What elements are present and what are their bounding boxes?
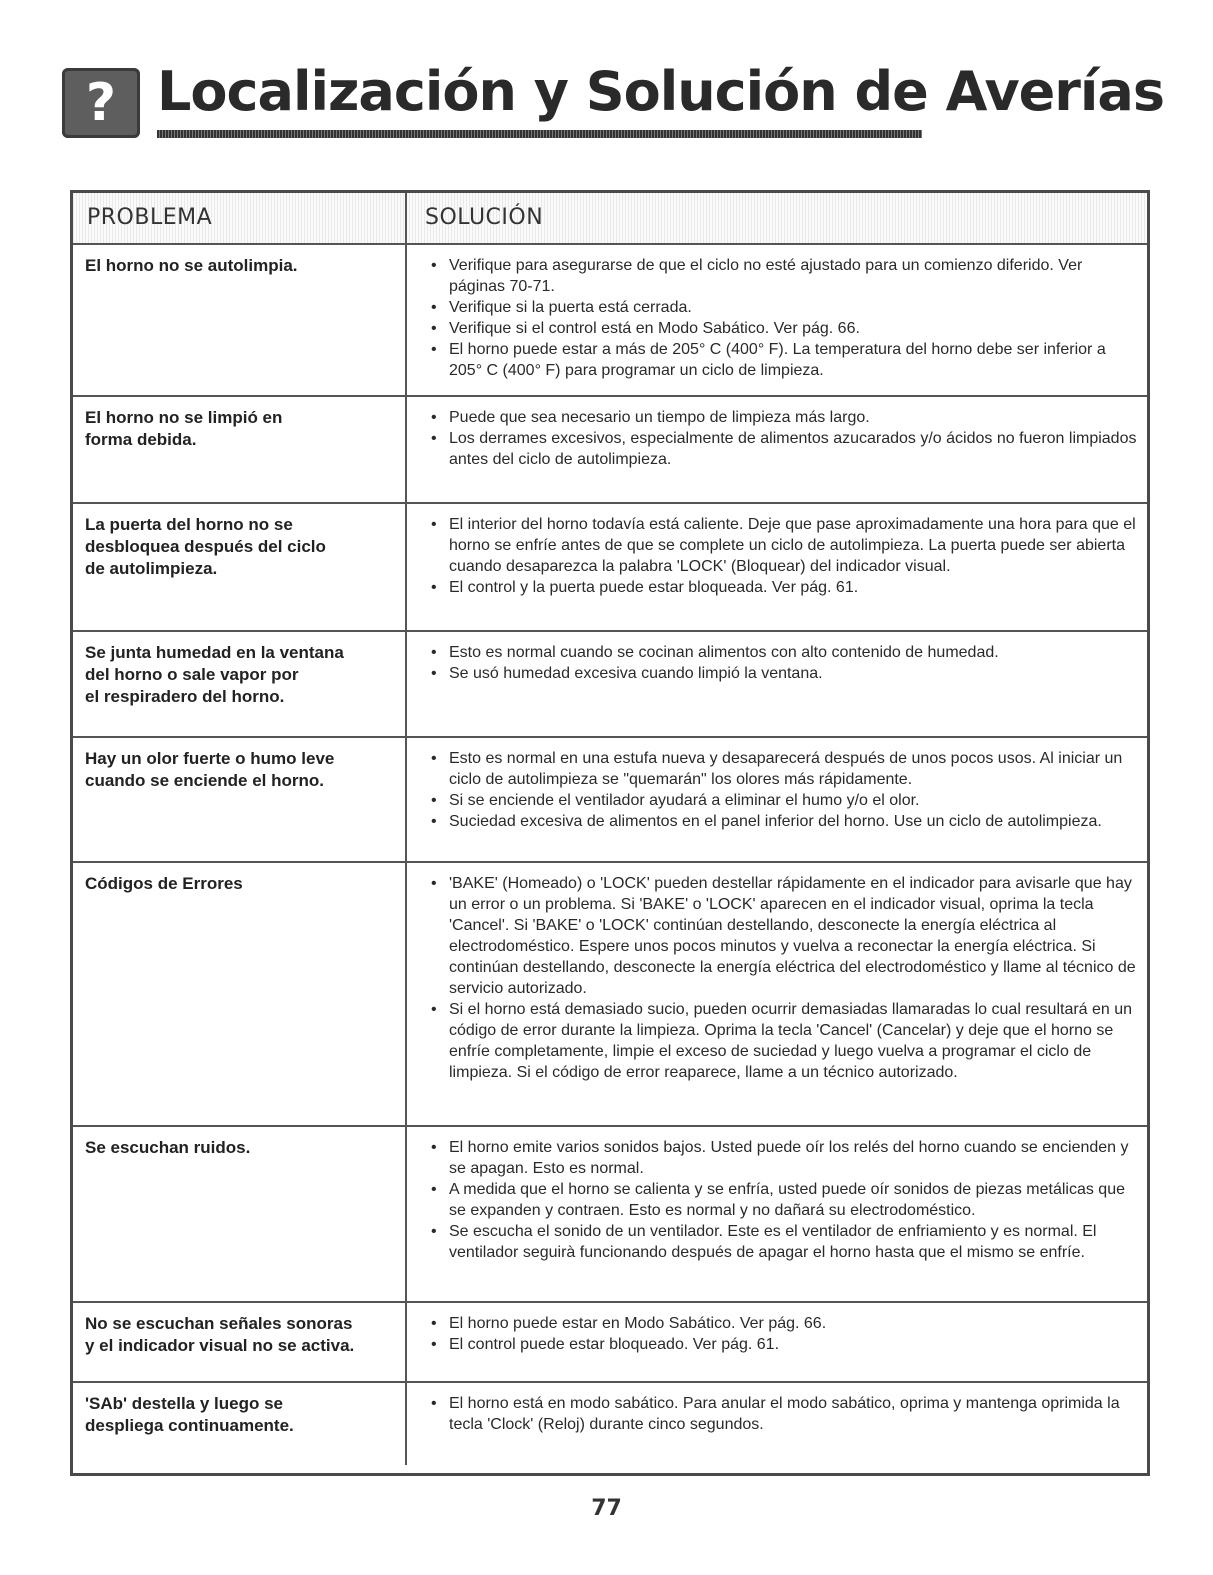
- table-row: [73, 245, 1147, 397]
- problem-cell: No se escuchan señales sonoras y el indicador visual no se activa.: [73, 1303, 407, 1381]
- problem-cell: El horno no se autolimpia.: [73, 245, 407, 395]
- solution-item: • A medida que el horno se calienta y se enfría, usted puede oír sonidos de piezas metálicas que se expanden y contraen. Esto es normal y no dañará su electrodoméstico.: [429, 1179, 1137, 1221]
- table-row: [73, 397, 1147, 504]
- table-row: [73, 504, 1147, 632]
- solution-item: • Verifique para asegurarse de que el ciclo no esté ajustado para un comienzo diferido. Ver páginas 70-71.: [429, 255, 1137, 297]
- question-mark-icon: ?: [62, 68, 140, 138]
- solution-cell: [407, 632, 1147, 736]
- solution-cell: [407, 1383, 1147, 1465]
- table-row: [73, 863, 1147, 1127]
- solution-item: • El control puede estar bloqueado. Ver pág. 61.: [429, 1334, 1137, 1355]
- solution-item: • Verifique si la puerta está cerrada.: [429, 297, 1137, 318]
- solution-item: • Se escucha el sonido de un ventilador. Este es el ventilador de enfriamiento y es normal. El ventilador seguirà funcionando después de apagar el horno hasta que el mismo se enfríe.: [429, 1221, 1137, 1263]
- solution-cell: [407, 245, 1147, 395]
- solution-item: • 'BAKE' (Homeado) o 'LOCK' pueden destellar rápidamente en el indicador para avisarle que hay un error o un problema. Si 'BAKE' o 'LOCK' aparecen en el indicador visual, oprima la tecla 'Cancel'. Si 'BAKE' o 'LOCK' continúan destellando, desconecte la energía eléctrica al electrodoméstico. Espere unos pocos minutos y vuelva a reconectar la energía eléctrica. Si continúan destellando, desconecte la energía eléctrica del electrodoméstico y llame al técnico de servicio autorizado.: [429, 873, 1137, 999]
- solution-cell: [407, 504, 1147, 630]
- problem-cell: La puerta del horno no se desbloquea después del ciclo de autolimpieza.: [73, 504, 407, 630]
- column-header-solution: SOLUCIÓN: [425, 205, 544, 230]
- problem-cell: Se escuchan ruidos.: [73, 1127, 407, 1301]
- problem-cell: El horno no se limpió en forma debida.: [73, 397, 407, 502]
- table-row: [73, 632, 1147, 738]
- solution-item: • Si el horno está demasiado sucio, pueden ocurrir demasiadas llamaradas lo cual resultará en un código de error durante la limpieza. Oprima la tecla 'Cancel' (Cancelar) y deje que el horno se enfríe completamente, limpie el exceso de suciedad y luego vuelva a programar el ciclo de limpieza. Si el código de error reaparece, llame a un técnico autorizado.: [429, 999, 1137, 1083]
- solution-cell: [407, 1127, 1147, 1301]
- page-header: [62, 60, 1165, 150]
- solution-item: • Si se enciende el ventilador ayudará a eliminar el humo y/o el olor.: [429, 790, 1137, 811]
- solution-cell: [407, 1303, 1147, 1381]
- solution-item: • Suciedad excesiva de alimentos en el panel inferior del horno. Use un ciclo de autolimpieza.: [429, 811, 1137, 832]
- solution-cell: [407, 738, 1147, 861]
- solution-item: • El horno está en modo sabático. Para anular el modo sabático, oprima y mantenga oprimida la tecla 'Clock' (Reloj) durante cinco segundos.: [429, 1393, 1137, 1435]
- solution-item: • Verifique si el control está en Modo Sabático. Ver pág. 66.: [429, 318, 1137, 339]
- solution-cell: [407, 397, 1147, 502]
- page-title: Localización y Solución de Averías: [157, 60, 1165, 123]
- problem-cell: 'SAb' destella y luego se despliega continuamente.: [73, 1383, 407, 1465]
- solution-item: • Los derrames excesivos, especialmente de alimentos azucarados y/o ácidos no fueron limpiados antes del ciclo de autolimpieza.: [429, 428, 1137, 470]
- table-row: [73, 1303, 1147, 1383]
- column-header-problem: PROBLEMA: [87, 205, 213, 230]
- problem-cell: Hay un olor fuerte o humo leve cuando se enciende el horno.: [73, 738, 407, 861]
- table-header: [73, 193, 1147, 245]
- solution-item: • El horno puede estar a más de 205° C (400° F). La temperatura del horno debe ser inferior a 205° C (400° F) para programar un ciclo de limpieza.: [429, 339, 1137, 381]
- problem-cell: Se junta humedad en la ventana del horno o sale vapor por el respiradero del horno.: [73, 632, 407, 736]
- table-row: [73, 1383, 1147, 1465]
- solution-item: • Esto es normal en una estufa nueva y desaparecerá después de unos pocos usos. Al iniciar un ciclo de autolimpieza se "quemarán" los olores más rápidamente.: [429, 748, 1137, 790]
- troubleshooting-table: [70, 190, 1150, 1476]
- solution-item: • Puede que sea necesario un tiempo de limpieza más largo.: [429, 407, 1137, 428]
- solution-item: • El horno emite varios sonidos bajos. Usted puede oír los relés del horno cuando se encienden y se apagan. Esto es normal.: [429, 1137, 1137, 1179]
- solution-item: • El control y la puerta puede estar bloqueada. Ver pág. 61.: [429, 577, 1137, 598]
- solution-item: • Se usó humedad excesiva cuando limpió la ventana.: [429, 663, 1137, 684]
- solution-cell: [407, 863, 1147, 1125]
- problem-cell: Códigos de Errores: [73, 863, 407, 1125]
- title-underline: [157, 130, 922, 138]
- page-number: 77: [591, 1496, 622, 1521]
- table-row: [73, 1127, 1147, 1303]
- table-row: [73, 738, 1147, 863]
- solution-item: • Esto es normal cuando se cocinan alimentos con alto contenido de humedad.: [429, 642, 1137, 663]
- solution-item: • El horno puede estar en Modo Sabático. Ver pág. 66.: [429, 1313, 1137, 1334]
- solution-item: • El interior del horno todavía está caliente. Deje que pase aproximadamente una hora para que el horno se enfríe antes de que se complete un ciclo de autolimpieza. La puerta puede ser abierta cuando desaparezca la palabra 'LOCK' (Bloquear) del indicador visual.: [429, 514, 1137, 577]
